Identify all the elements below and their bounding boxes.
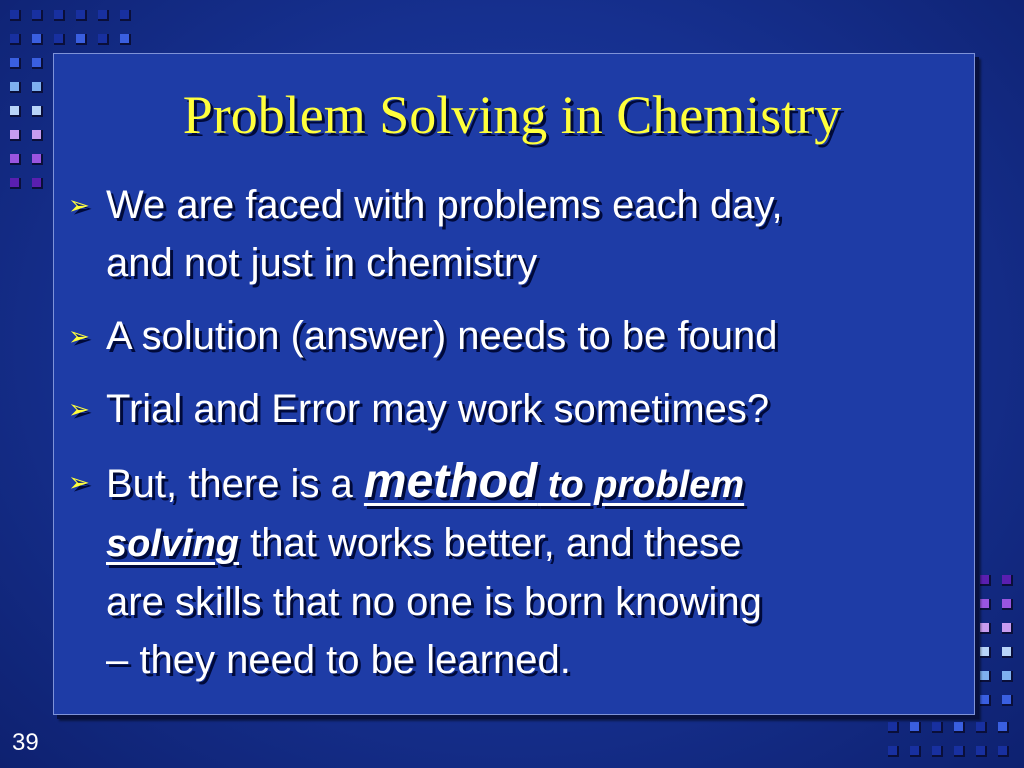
decorative-square (1002, 671, 1013, 682)
bullet-line: Trial and Error may work sometimes? (106, 387, 770, 431)
decorative-square (76, 34, 87, 45)
decorative-square (10, 154, 21, 165)
bullet-text: that works better, and these (239, 521, 742, 565)
decorative-square (76, 10, 87, 21)
bullet-item (68, 380, 988, 438)
decorative-square (1002, 695, 1013, 706)
decorative-square (976, 746, 987, 757)
bullet-item (68, 176, 988, 292)
bullet-line (106, 453, 988, 514)
decorative-square (54, 34, 65, 45)
arrow-bullet-icon: ➢ (68, 321, 90, 351)
bullet-line: A solution (answer) needs to be found (106, 314, 778, 358)
decorative-square (954, 746, 965, 757)
decorative-square (32, 58, 43, 69)
bullet-list (68, 176, 988, 704)
decorative-square (10, 34, 21, 45)
decorative-square (10, 58, 21, 69)
decorative-square (910, 722, 921, 733)
arrow-bullet-icon: ➢ (68, 190, 90, 220)
decorative-square (1002, 647, 1013, 658)
decorative-square (888, 746, 899, 757)
decorative-square (10, 178, 21, 189)
decorative-square (32, 34, 43, 45)
slide-number: 39 (12, 729, 39, 756)
decorative-square (932, 746, 943, 757)
bullet-item (68, 453, 988, 689)
bullet-item (68, 307, 988, 365)
decorative-square (1002, 575, 1013, 586)
decorative-square (976, 722, 987, 733)
decorative-square (932, 722, 943, 733)
bullet-line: – they need to be learned. (106, 638, 571, 682)
arrow-bullet-icon: ➢ (68, 394, 90, 424)
decorative-square (98, 10, 109, 21)
decorative-square (98, 34, 109, 45)
decorative-square (998, 746, 1009, 757)
bullet-line: are skills that no one is born knowing (106, 580, 762, 624)
decorative-square (32, 178, 43, 189)
bullet-text: But, there is a (106, 462, 364, 506)
decorative-square (998, 722, 1009, 733)
decorative-square (120, 10, 131, 21)
decorative-square (32, 10, 43, 21)
decorative-square (32, 154, 43, 165)
slide-title: Problem Solving in Chemistry (182, 85, 842, 145)
bullet-line: We are faced with problems each day, (106, 183, 783, 227)
arrow-bullet-icon: ➢ (68, 467, 90, 497)
emphasis-method: method (363, 455, 538, 508)
decorative-square (10, 10, 21, 21)
bullet-line: and not just in chemistry (106, 241, 538, 285)
bullet-line (106, 514, 988, 573)
decorative-square (954, 722, 965, 733)
decorative-square (888, 722, 899, 733)
decorative-square (1002, 599, 1013, 610)
emphasis-solving: solving (106, 523, 240, 565)
emphasis-to-problem: to problem (537, 464, 745, 506)
decorative-square (120, 34, 131, 45)
decorative-square (54, 10, 65, 21)
decorative-square (1002, 623, 1013, 634)
decorative-square (910, 746, 921, 757)
